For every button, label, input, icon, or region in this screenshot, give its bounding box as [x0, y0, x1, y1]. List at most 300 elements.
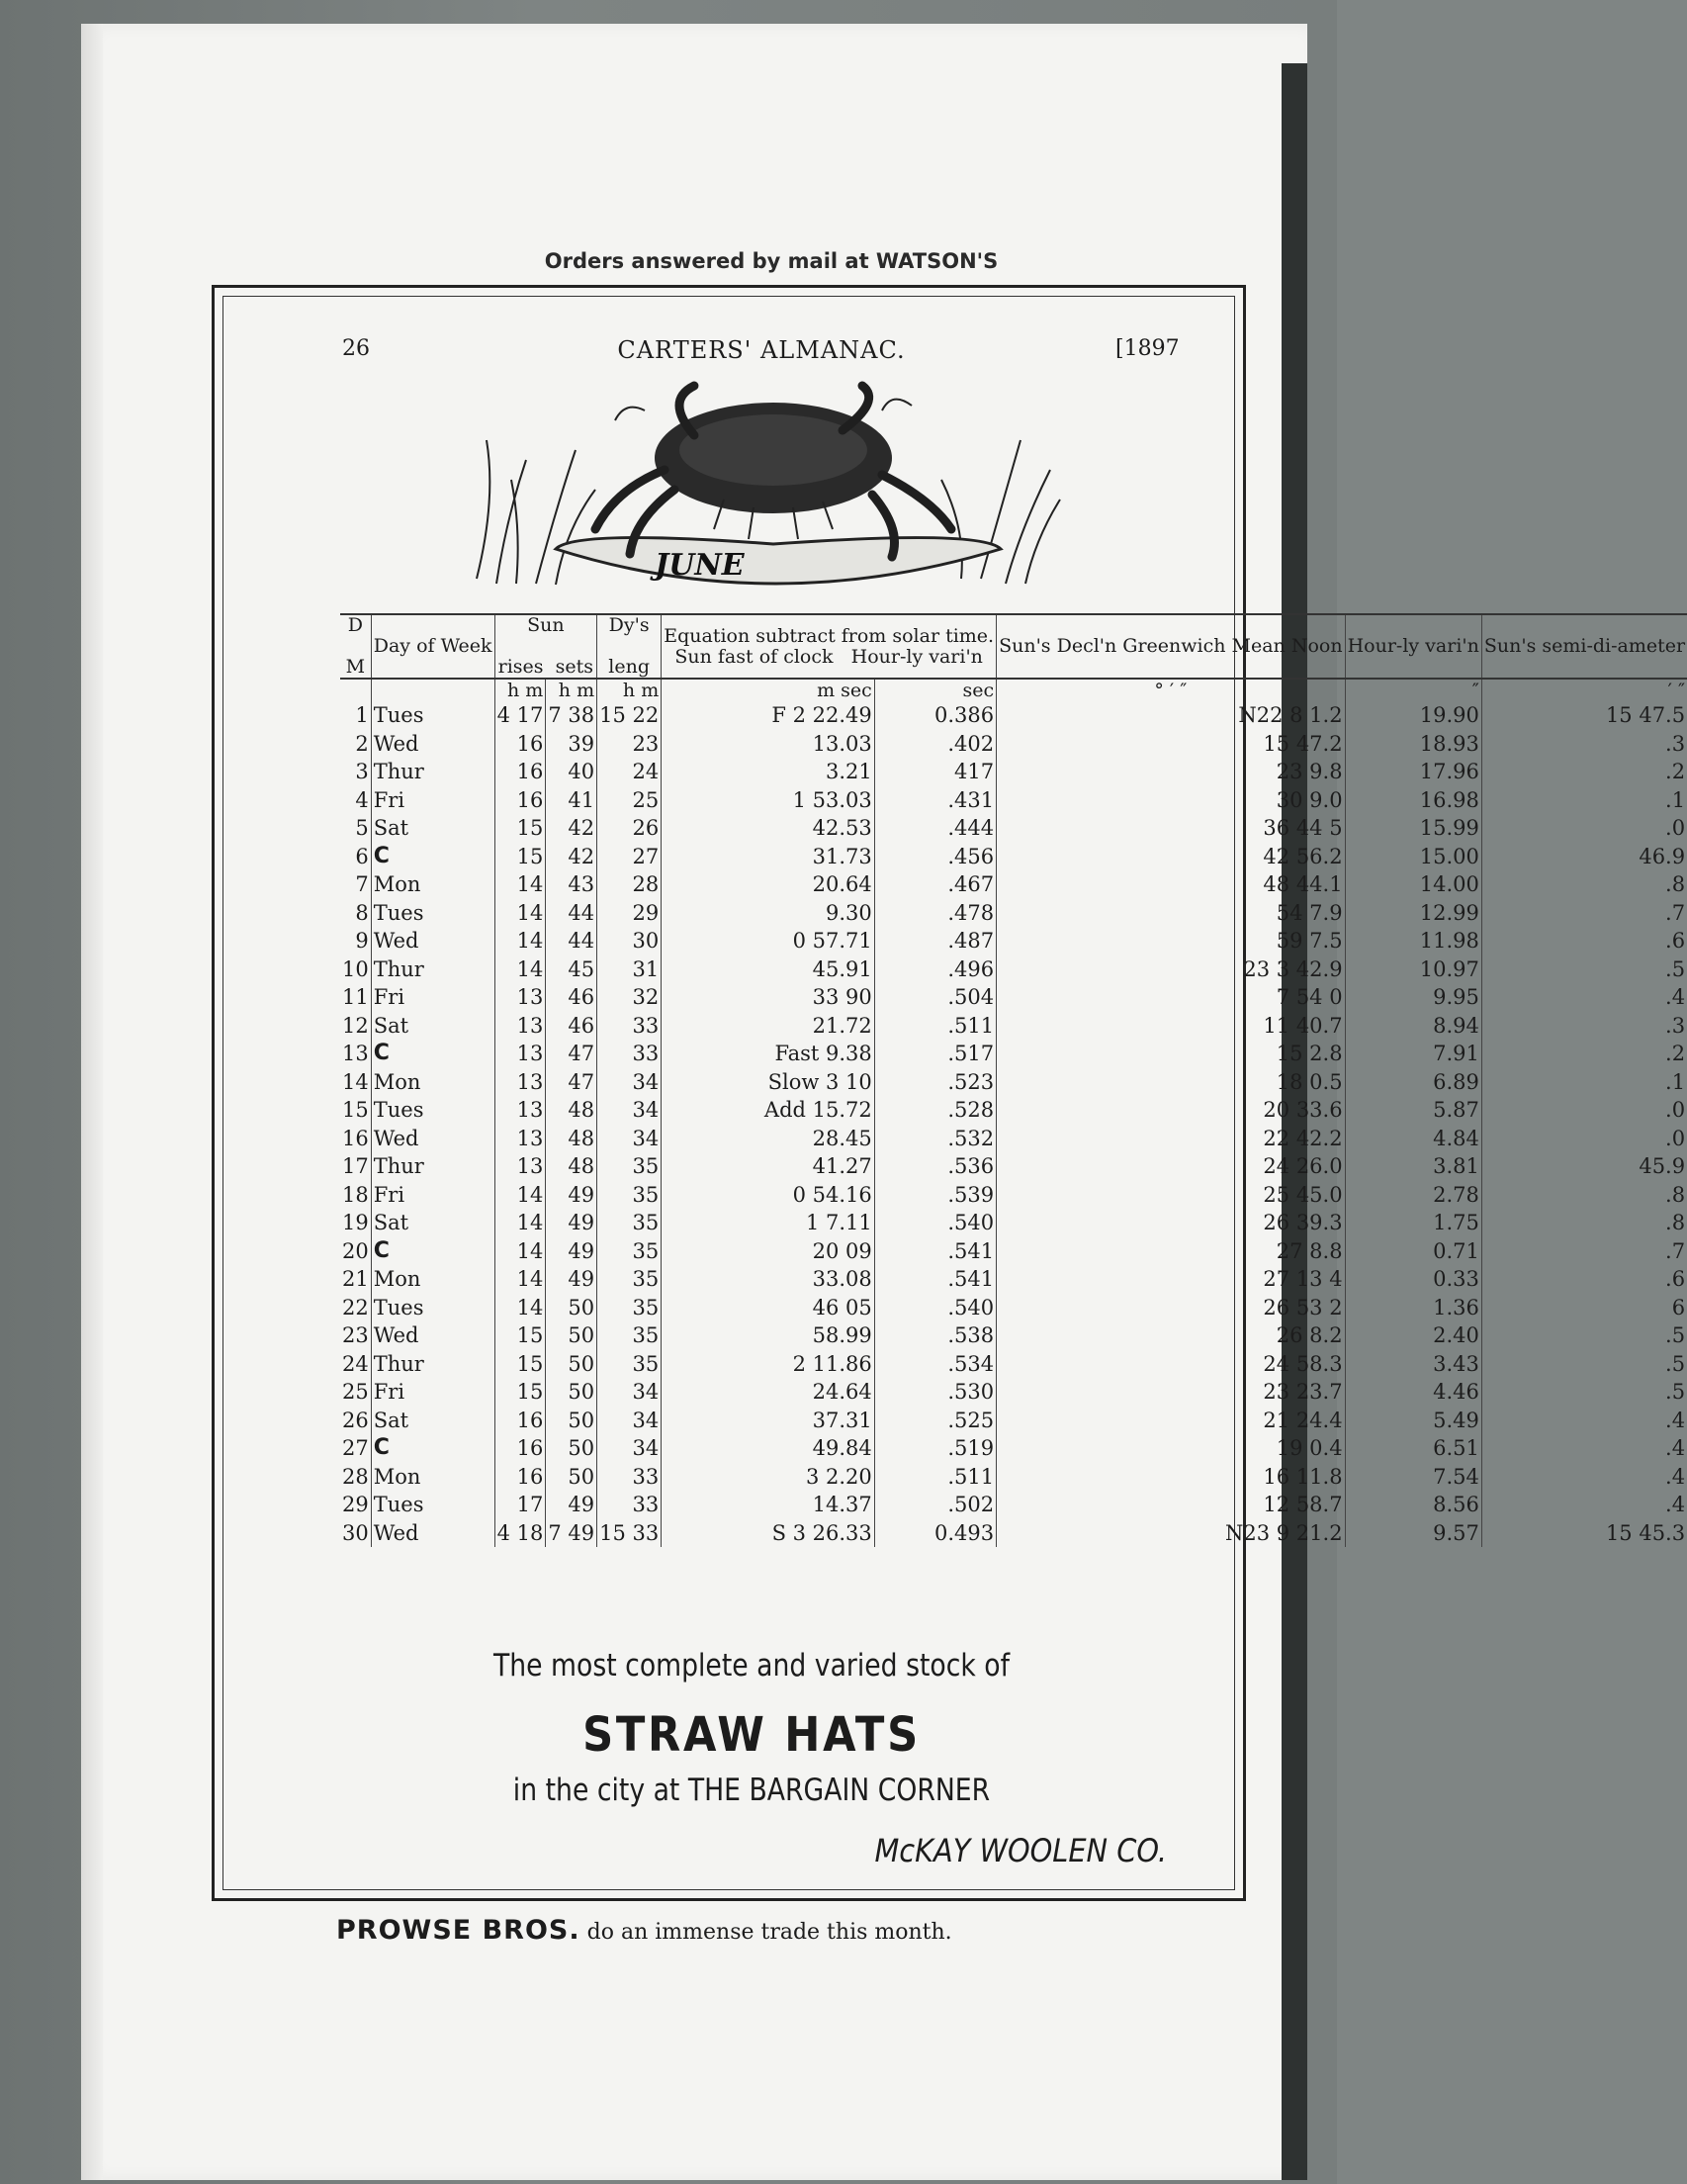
table-row — [340, 1068, 1687, 1097]
equation-hourly-cell: .541 — [874, 1237, 996, 1266]
equation-hourly-cell: .511 — [874, 1463, 996, 1492]
ad-line-3: in the city at THE BARGAIN CORNER — [512, 1773, 991, 1808]
declination-cell: 21 24.4 — [997, 1407, 1345, 1435]
equation-hourly-cell: .487 — [874, 927, 996, 956]
weekday-cell: Fri — [371, 983, 494, 1012]
day-number-cell: 19 — [340, 1209, 371, 1237]
weekday-cell: C — [371, 1237, 494, 1266]
sun-rises-cell: 15 — [494, 843, 546, 871]
equation-hourly-cell: .525 — [874, 1407, 996, 1435]
day-number-cell: 27 — [340, 1434, 371, 1463]
day-number-cell: 29 — [340, 1491, 371, 1519]
declination-cell: 26 39.3 — [997, 1209, 1345, 1237]
weekday-cell: Thur — [371, 1350, 494, 1379]
table-row — [340, 983, 1687, 1012]
day-number-cell: 8 — [340, 899, 371, 928]
semi-diameter-cell: .7 — [1665, 1238, 1686, 1263]
sun-rises-cell: 15 — [494, 1350, 546, 1379]
day-number-cell: 13 — [340, 1040, 371, 1068]
declination-cell: N23 9 21.2 — [997, 1519, 1345, 1548]
declination-cell: 24 26.0 — [997, 1152, 1345, 1181]
day-length-cell: 34 — [597, 1434, 662, 1463]
ad-signature: McKAY WOOLEN CO. — [874, 1832, 1167, 1869]
equation-time-cell: F 2 22.49 — [662, 701, 875, 730]
table-row — [340, 1294, 1687, 1322]
weekday-cell: Tues — [371, 899, 494, 928]
equation-hourly-cell: .519 — [874, 1434, 996, 1463]
table-row — [340, 1181, 1687, 1210]
equation-hourly-cell: 0.493 — [874, 1519, 996, 1548]
sun-rises-cell: 13 — [494, 1040, 546, 1068]
semi-diameter-cell: .5 — [1665, 956, 1686, 981]
declination-cell: 27 8.8 — [997, 1237, 1345, 1266]
equation-hourly-cell: .504 — [874, 983, 996, 1012]
sun-sets-cell: 42 — [546, 814, 597, 843]
sun-rises-cell: 15 — [494, 1378, 546, 1407]
day-length-cell: 35 — [597, 1265, 662, 1294]
equation-time-cell: 2 11.86 — [662, 1350, 875, 1379]
equation-time-cell: 46 05 — [662, 1294, 875, 1322]
decl-hourly-cell: 8.56 — [1345, 1491, 1481, 1519]
day-number-cell: 20 — [340, 1237, 371, 1266]
table-row — [340, 758, 1687, 786]
decl-hourly-cell: 0.71 — [1345, 1237, 1481, 1266]
sun-rises-cell: 14 — [494, 1237, 546, 1266]
sun-rises-cell: 15 — [494, 1321, 546, 1350]
units-row — [340, 679, 1687, 701]
decl-hourly-cell: 2.40 — [1345, 1321, 1481, 1350]
day-length-cell: 34 — [597, 1407, 662, 1435]
ad-straw-hats: STRAW HATS — [582, 1707, 921, 1763]
decl-hourly-cell: 5.49 — [1345, 1407, 1481, 1435]
equation-hourly-cell: .530 — [874, 1378, 996, 1407]
weekday-cell: Fri — [371, 1181, 494, 1210]
col-hourly-header: Hour-ly vari'n — [1345, 614, 1481, 679]
day-length-cell: 34 — [597, 1068, 662, 1097]
day-number-cell: 3 — [340, 758, 371, 786]
sun-rises-cell: 14 — [494, 956, 546, 984]
semi-diameter-cell: .4 — [1665, 1436, 1686, 1460]
table-row — [340, 1350, 1687, 1379]
equation-hourly-cell: .478 — [874, 899, 996, 928]
equation-hourly-cell: .523 — [874, 1068, 996, 1097]
equation-time-cell: S 3 26.33 — [662, 1519, 875, 1548]
semi-diameter-cell: 46.9 — [1639, 844, 1686, 868]
equation-hourly-cell: .536 — [874, 1152, 996, 1181]
day-length-cell: 26 — [597, 814, 662, 843]
day-length-cell: 33 — [597, 1012, 662, 1041]
sun-sets-cell: 44 — [546, 927, 597, 956]
weekday-cell: Mon — [371, 1068, 494, 1097]
table-row — [340, 1321, 1687, 1350]
sun-sets-cell: 49 — [546, 1265, 597, 1294]
equation-hourly-cell: .517 — [874, 1040, 996, 1068]
declination-cell: 25 45.0 — [997, 1181, 1345, 1210]
decl-hourly-cell: 14.00 — [1345, 870, 1481, 899]
sun-sets-cell: 50 — [546, 1378, 597, 1407]
col-equation-header: Equation subtract from solar time. Sun fast of clock Hour-ly vari'n — [662, 614, 997, 679]
table-row — [340, 899, 1687, 928]
decl-hourly-cell: 15.00 — [1345, 843, 1481, 871]
declination-cell: 42 56.2 — [997, 843, 1345, 871]
day-number-cell: 26 — [340, 1407, 371, 1435]
equation-time-cell: 41.27 — [662, 1152, 875, 1181]
equation-hourly-cell: .538 — [874, 1321, 996, 1350]
almanac-table-header — [340, 614, 1687, 679]
unit-cell: ° ′ ″ — [997, 679, 1345, 701]
equation-hourly-cell: .540 — [874, 1294, 996, 1322]
almanac-title: CARTERS' ALMANAC. — [617, 336, 906, 364]
table-row — [340, 1152, 1687, 1181]
weekday-cell: Wed — [371, 1125, 494, 1153]
decl-hourly-cell: 4.46 — [1345, 1378, 1481, 1407]
equation-hourly-cell: .467 — [874, 870, 996, 899]
watsons-header-line: Orders answered by mail at WATSON'S — [544, 249, 999, 273]
semi-diameter-cell: .5 — [1665, 1351, 1686, 1376]
equation-hourly-cell: .528 — [874, 1096, 996, 1125]
equation-time-cell: 13.03 — [662, 730, 875, 759]
decl-hourly-cell: 2.78 — [1345, 1181, 1481, 1210]
semi-diameter-cell: .2 — [1665, 1042, 1686, 1065]
declination-cell: 24 58.3 — [997, 1350, 1345, 1379]
equation-time-cell: 33 90 — [662, 983, 875, 1012]
day-number-cell: 28 — [340, 1463, 371, 1492]
weekday-cell: Mon — [371, 1265, 494, 1294]
table-row — [340, 927, 1687, 956]
day-length-cell: 27 — [597, 843, 662, 871]
semi-diameter-cell: 45.9 — [1639, 1154, 1686, 1178]
decl-hourly-cell: 10.97 — [1345, 956, 1481, 984]
col-sun-header: Sun rises sets — [494, 614, 597, 679]
day-number-cell: 2 — [340, 730, 371, 759]
equation-hourly-cell: .511 — [874, 1012, 996, 1041]
sun-sets-cell: 50 — [546, 1350, 597, 1379]
weekday-cell: Tues — [371, 1491, 494, 1519]
equation-time-cell: 42.53 — [662, 814, 875, 843]
semi-diameter-cell: .8 — [1665, 1182, 1686, 1207]
sun-sets-cell: 45 — [546, 956, 597, 984]
declination-cell: 15 2.8 — [997, 1040, 1345, 1068]
weekday-cell: Wed — [371, 1519, 494, 1548]
day-number-cell: 6 — [340, 843, 371, 871]
semi-diameter-cell: .3 — [1665, 731, 1686, 756]
day-number-cell: 17 — [340, 1152, 371, 1181]
semi-diameter-cell: .8 — [1665, 1211, 1686, 1234]
unit-cell: ″ — [1345, 679, 1481, 701]
unit-cell: h m — [546, 679, 597, 701]
sun-rises-cell: 16 — [494, 758, 546, 786]
equation-hourly-cell: .540 — [874, 1209, 996, 1237]
semi-diameter-cell: .8 — [1665, 872, 1686, 896]
sun-sets-cell: 48 — [546, 1125, 597, 1153]
weekday-cell: C — [371, 1040, 494, 1068]
equation-hourly-cell: .539 — [874, 1181, 996, 1210]
semi-diameter-cell: .5 — [1665, 1380, 1686, 1404]
day-length-cell: 33 — [597, 1463, 662, 1492]
sun-rises-cell: 16 — [494, 730, 546, 759]
table-row — [340, 843, 1687, 871]
equation-hourly-cell: .444 — [874, 814, 996, 843]
semi-diameter-cell: .5 — [1665, 1323, 1686, 1347]
semi-diameter-cell: .4 — [1665, 985, 1686, 1009]
weekday-cell: Tues — [371, 1096, 494, 1125]
decl-hourly-cell: 19.90 — [1345, 701, 1481, 730]
day-length-cell: 33 — [597, 1491, 662, 1519]
declination-cell: 23 23.7 — [997, 1378, 1345, 1407]
equation-time-cell: Slow 3 10 — [662, 1068, 875, 1097]
weekday-cell: Fri — [371, 786, 494, 815]
day-length-cell: 35 — [597, 1237, 662, 1266]
decl-hourly-cell: 1.36 — [1345, 1294, 1481, 1322]
weekday-cell: Wed — [371, 927, 494, 956]
table-row — [340, 786, 1687, 815]
equation-time-cell: Add 15.72 — [662, 1096, 875, 1125]
semi-diameter-cell: 6 — [1671, 1295, 1686, 1320]
sun-rises-cell: 16 — [494, 786, 546, 815]
sun-sets-cell: 49 — [546, 1209, 597, 1237]
sun-rises-cell: 13 — [494, 1125, 546, 1153]
declination-cell: 20 33.6 — [997, 1096, 1345, 1125]
table-row — [340, 1096, 1687, 1125]
equation-time-cell: 21.72 — [662, 1012, 875, 1041]
decl-hourly-cell: 9.57 — [1345, 1519, 1481, 1548]
semi-diameter-cell: 15 45.3 — [1605, 1520, 1686, 1545]
equation-time-cell: 9.30 — [662, 899, 875, 928]
declination-cell: 22 42.2 — [997, 1125, 1345, 1153]
equation-time-cell: 3 2.20 — [662, 1463, 875, 1492]
declination-cell: 59 7.5 — [997, 927, 1345, 956]
declination-cell: 27 13 4 — [997, 1265, 1345, 1294]
footer-text: do an immense trade this month. — [586, 1920, 952, 1945]
day-number-cell: 23 — [340, 1321, 371, 1350]
sun-rises-cell: 4 18 — [494, 1519, 546, 1548]
equation-hourly-cell: .496 — [874, 956, 996, 984]
sun-sets-cell: 49 — [546, 1237, 597, 1266]
weekday-cell: Thur — [371, 758, 494, 786]
day-length-cell: 35 — [597, 1181, 662, 1210]
sun-sets-cell: 41 — [546, 786, 597, 815]
semi-diameter-cell: .1 — [1665, 787, 1686, 812]
decl-hourly-cell: 3.81 — [1345, 1152, 1481, 1181]
weekday-cell: Mon — [371, 1463, 494, 1492]
day-number-cell: 5 — [340, 814, 371, 843]
equation-time-cell: 3.21 — [662, 758, 875, 786]
weekday-cell: Wed — [371, 730, 494, 759]
unit-cell: ′ ″ — [1667, 680, 1686, 701]
day-number-cell: 10 — [340, 956, 371, 984]
unit-cell: sec — [874, 679, 996, 701]
equation-time-cell: 0 54.16 — [662, 1181, 875, 1210]
prowse-footer — [336, 1915, 1147, 1946]
table-row — [340, 814, 1687, 843]
platter — [556, 538, 1001, 584]
day-number-cell: 14 — [340, 1068, 371, 1097]
weekday-cell: Mon — [371, 870, 494, 899]
equation-hourly-cell: .541 — [874, 1265, 996, 1294]
sun-sets-cell: 39 — [546, 730, 597, 759]
day-number-cell: 18 — [340, 1181, 371, 1210]
table-row — [340, 730, 1687, 759]
footer-brand: PROWSE BROS. — [336, 1915, 580, 1946]
unit-cell: h m — [494, 679, 546, 701]
day-length-cell: 31 — [597, 956, 662, 984]
semi-diameter-cell: .1 — [1665, 1069, 1686, 1094]
sun-sets-cell: 50 — [546, 1407, 597, 1435]
table-row — [340, 1012, 1687, 1041]
day-length-cell: 35 — [597, 1321, 662, 1350]
table-row — [340, 870, 1687, 899]
equation-hourly-cell: 417 — [874, 758, 996, 786]
day-length-cell: 28 — [597, 870, 662, 899]
weekday-cell: C — [371, 1434, 494, 1463]
decl-hourly-cell: 6.89 — [1345, 1068, 1481, 1097]
equation-time-cell: 24.64 — [662, 1378, 875, 1407]
declination-cell: 18 0.5 — [997, 1068, 1345, 1097]
declination-cell: 23 3 42.9 — [997, 956, 1345, 984]
sun-rises-cell: 14 — [494, 870, 546, 899]
day-number-cell: 24 — [340, 1350, 371, 1379]
table-row — [340, 1237, 1687, 1266]
sun-rises-cell: 14 — [494, 1209, 546, 1237]
day-length-cell: 34 — [597, 1378, 662, 1407]
col-dys-header: Dy's leng — [597, 614, 662, 679]
day-length-cell: 35 — [597, 1294, 662, 1322]
day-number-cell: 22 — [340, 1294, 371, 1322]
sun-rises-cell: 16 — [494, 1407, 546, 1435]
col-semi-header: Sun's semi-di-ameter — [1481, 614, 1687, 679]
sun-sets-cell: 48 — [546, 1152, 597, 1181]
weekday-cell: Sat — [371, 1407, 494, 1435]
equation-time-cell: 0 57.71 — [662, 927, 875, 956]
table-row — [340, 1491, 1687, 1519]
equation-time-cell: 20 09 — [662, 1237, 875, 1266]
equation-time-cell: Fast 9.38 — [662, 1040, 875, 1068]
june-crab-vignette — [467, 381, 1080, 596]
day-length-cell: 23 — [597, 730, 662, 759]
declination-cell: 12 58.7 — [997, 1491, 1345, 1519]
declination-cell: 16 11.8 — [997, 1463, 1345, 1492]
equation-time-cell: 33.08 — [662, 1265, 875, 1294]
sun-sets-cell: 49 — [546, 1181, 597, 1210]
sun-rises-cell: 16 — [494, 1463, 546, 1492]
sun-rises-cell: 13 — [494, 1152, 546, 1181]
equation-time-cell: 37.31 — [662, 1407, 875, 1435]
decl-hourly-cell: 15.99 — [1345, 814, 1481, 843]
decl-hourly-cell: 8.94 — [1345, 1012, 1481, 1041]
table-row — [340, 1407, 1687, 1435]
declination-cell: 11 40.7 — [997, 1012, 1345, 1041]
col-day-header: Day of Week — [371, 614, 494, 679]
decl-hourly-cell: 1.75 — [1345, 1209, 1481, 1237]
sun-rises-cell: 17 — [494, 1491, 546, 1519]
sun-rises-cell: 14 — [494, 899, 546, 928]
sun-sets-cell: 43 — [546, 870, 597, 899]
day-number-cell: 9 — [340, 927, 371, 956]
decl-hourly-cell: 0.33 — [1345, 1265, 1481, 1294]
table-row — [340, 1040, 1687, 1068]
weekday-cell: Wed — [371, 1321, 494, 1350]
decl-hourly-cell: 12.99 — [1345, 899, 1481, 928]
equation-time-cell: 14.37 — [662, 1491, 875, 1519]
equation-hourly-cell: .534 — [874, 1350, 996, 1379]
equation-hourly-cell: .502 — [874, 1491, 996, 1519]
day-number-cell: 25 — [340, 1378, 371, 1407]
declination-cell: 54 7.9 — [997, 899, 1345, 928]
sun-sets-cell: 50 — [546, 1434, 597, 1463]
weekday-cell: Tues — [371, 1294, 494, 1322]
day-length-cell: 35 — [597, 1350, 662, 1379]
day-length-cell: 32 — [597, 983, 662, 1012]
equation-hourly-cell: .532 — [874, 1125, 996, 1153]
equation-time-cell: 31.73 — [662, 843, 875, 871]
semi-diameter-cell: .0 — [1665, 1098, 1686, 1122]
sun-sets-cell: 44 — [546, 899, 597, 928]
almanac-table-body — [340, 679, 1687, 1547]
table-row — [340, 701, 1687, 730]
day-length-cell: 15 33 — [597, 1519, 662, 1548]
day-length-cell: 34 — [597, 1096, 662, 1125]
day-number-cell: 15 — [340, 1096, 371, 1125]
page-edge — [81, 24, 103, 2180]
equation-time-cell: 1 7.11 — [662, 1209, 875, 1237]
semi-diameter-cell: .3 — [1665, 1013, 1686, 1038]
day-length-cell: 33 — [597, 1040, 662, 1068]
sun-rises-cell: 15 — [494, 814, 546, 843]
declination-cell: 7 54 0 — [997, 983, 1345, 1012]
col-decl-header: Sun's Decl'n Greenwich Mean Noon — [997, 614, 1345, 679]
semi-diameter-cell: .4 — [1665, 1493, 1686, 1516]
semi-diameter-cell: 15 47.5 — [1605, 703, 1686, 727]
sun-rises-cell: 16 — [494, 1434, 546, 1463]
sun-sets-cell: 7 38 — [546, 701, 597, 730]
sun-sets-cell: 40 — [546, 758, 597, 786]
sun-sets-cell: 49 — [546, 1491, 597, 1519]
day-number-cell: 7 — [340, 870, 371, 899]
day-length-cell: 15 22 — [597, 701, 662, 730]
weekday-cell: Tues — [371, 701, 494, 730]
equation-hourly-cell: .402 — [874, 730, 996, 759]
almanac-year: [1897 — [1115, 336, 1180, 361]
semi-diameter-cell: .6 — [1665, 929, 1686, 953]
day-length-cell: 34 — [597, 1125, 662, 1153]
sun-rises-cell: 13 — [494, 1012, 546, 1041]
weekday-cell: Thur — [371, 1152, 494, 1181]
day-number-cell: 11 — [340, 983, 371, 1012]
semi-diameter-cell: .0 — [1665, 1126, 1686, 1150]
sun-sets-cell: 46 — [546, 983, 597, 1012]
sun-sets-cell: 50 — [546, 1463, 597, 1492]
equation-time-cell: 58.99 — [662, 1321, 875, 1350]
day-number-cell: 30 — [340, 1519, 371, 1548]
semi-diameter-cell: .6 — [1665, 1267, 1686, 1291]
table-row — [340, 1434, 1687, 1463]
equation-time-cell: 1 53.03 — [662, 786, 875, 815]
sun-rises-cell: 13 — [494, 1068, 546, 1097]
sun-sets-cell: 50 — [546, 1294, 597, 1322]
declination-cell: 48 44.1 — [997, 870, 1345, 899]
day-number-cell: 16 — [340, 1125, 371, 1153]
day-number-cell: 12 — [340, 1012, 371, 1041]
equation-hourly-cell: .456 — [874, 843, 996, 871]
decl-hourly-cell: 6.51 — [1345, 1434, 1481, 1463]
table-row — [340, 1209, 1687, 1237]
declination-cell: 36 44 5 — [997, 814, 1345, 843]
decl-hourly-cell: 11.98 — [1345, 927, 1481, 956]
day-number-cell: 21 — [340, 1265, 371, 1294]
day-length-cell: 35 — [597, 1152, 662, 1181]
semi-diameter-cell: .2 — [1665, 760, 1686, 783]
equation-time-cell: 20.64 — [662, 870, 875, 899]
